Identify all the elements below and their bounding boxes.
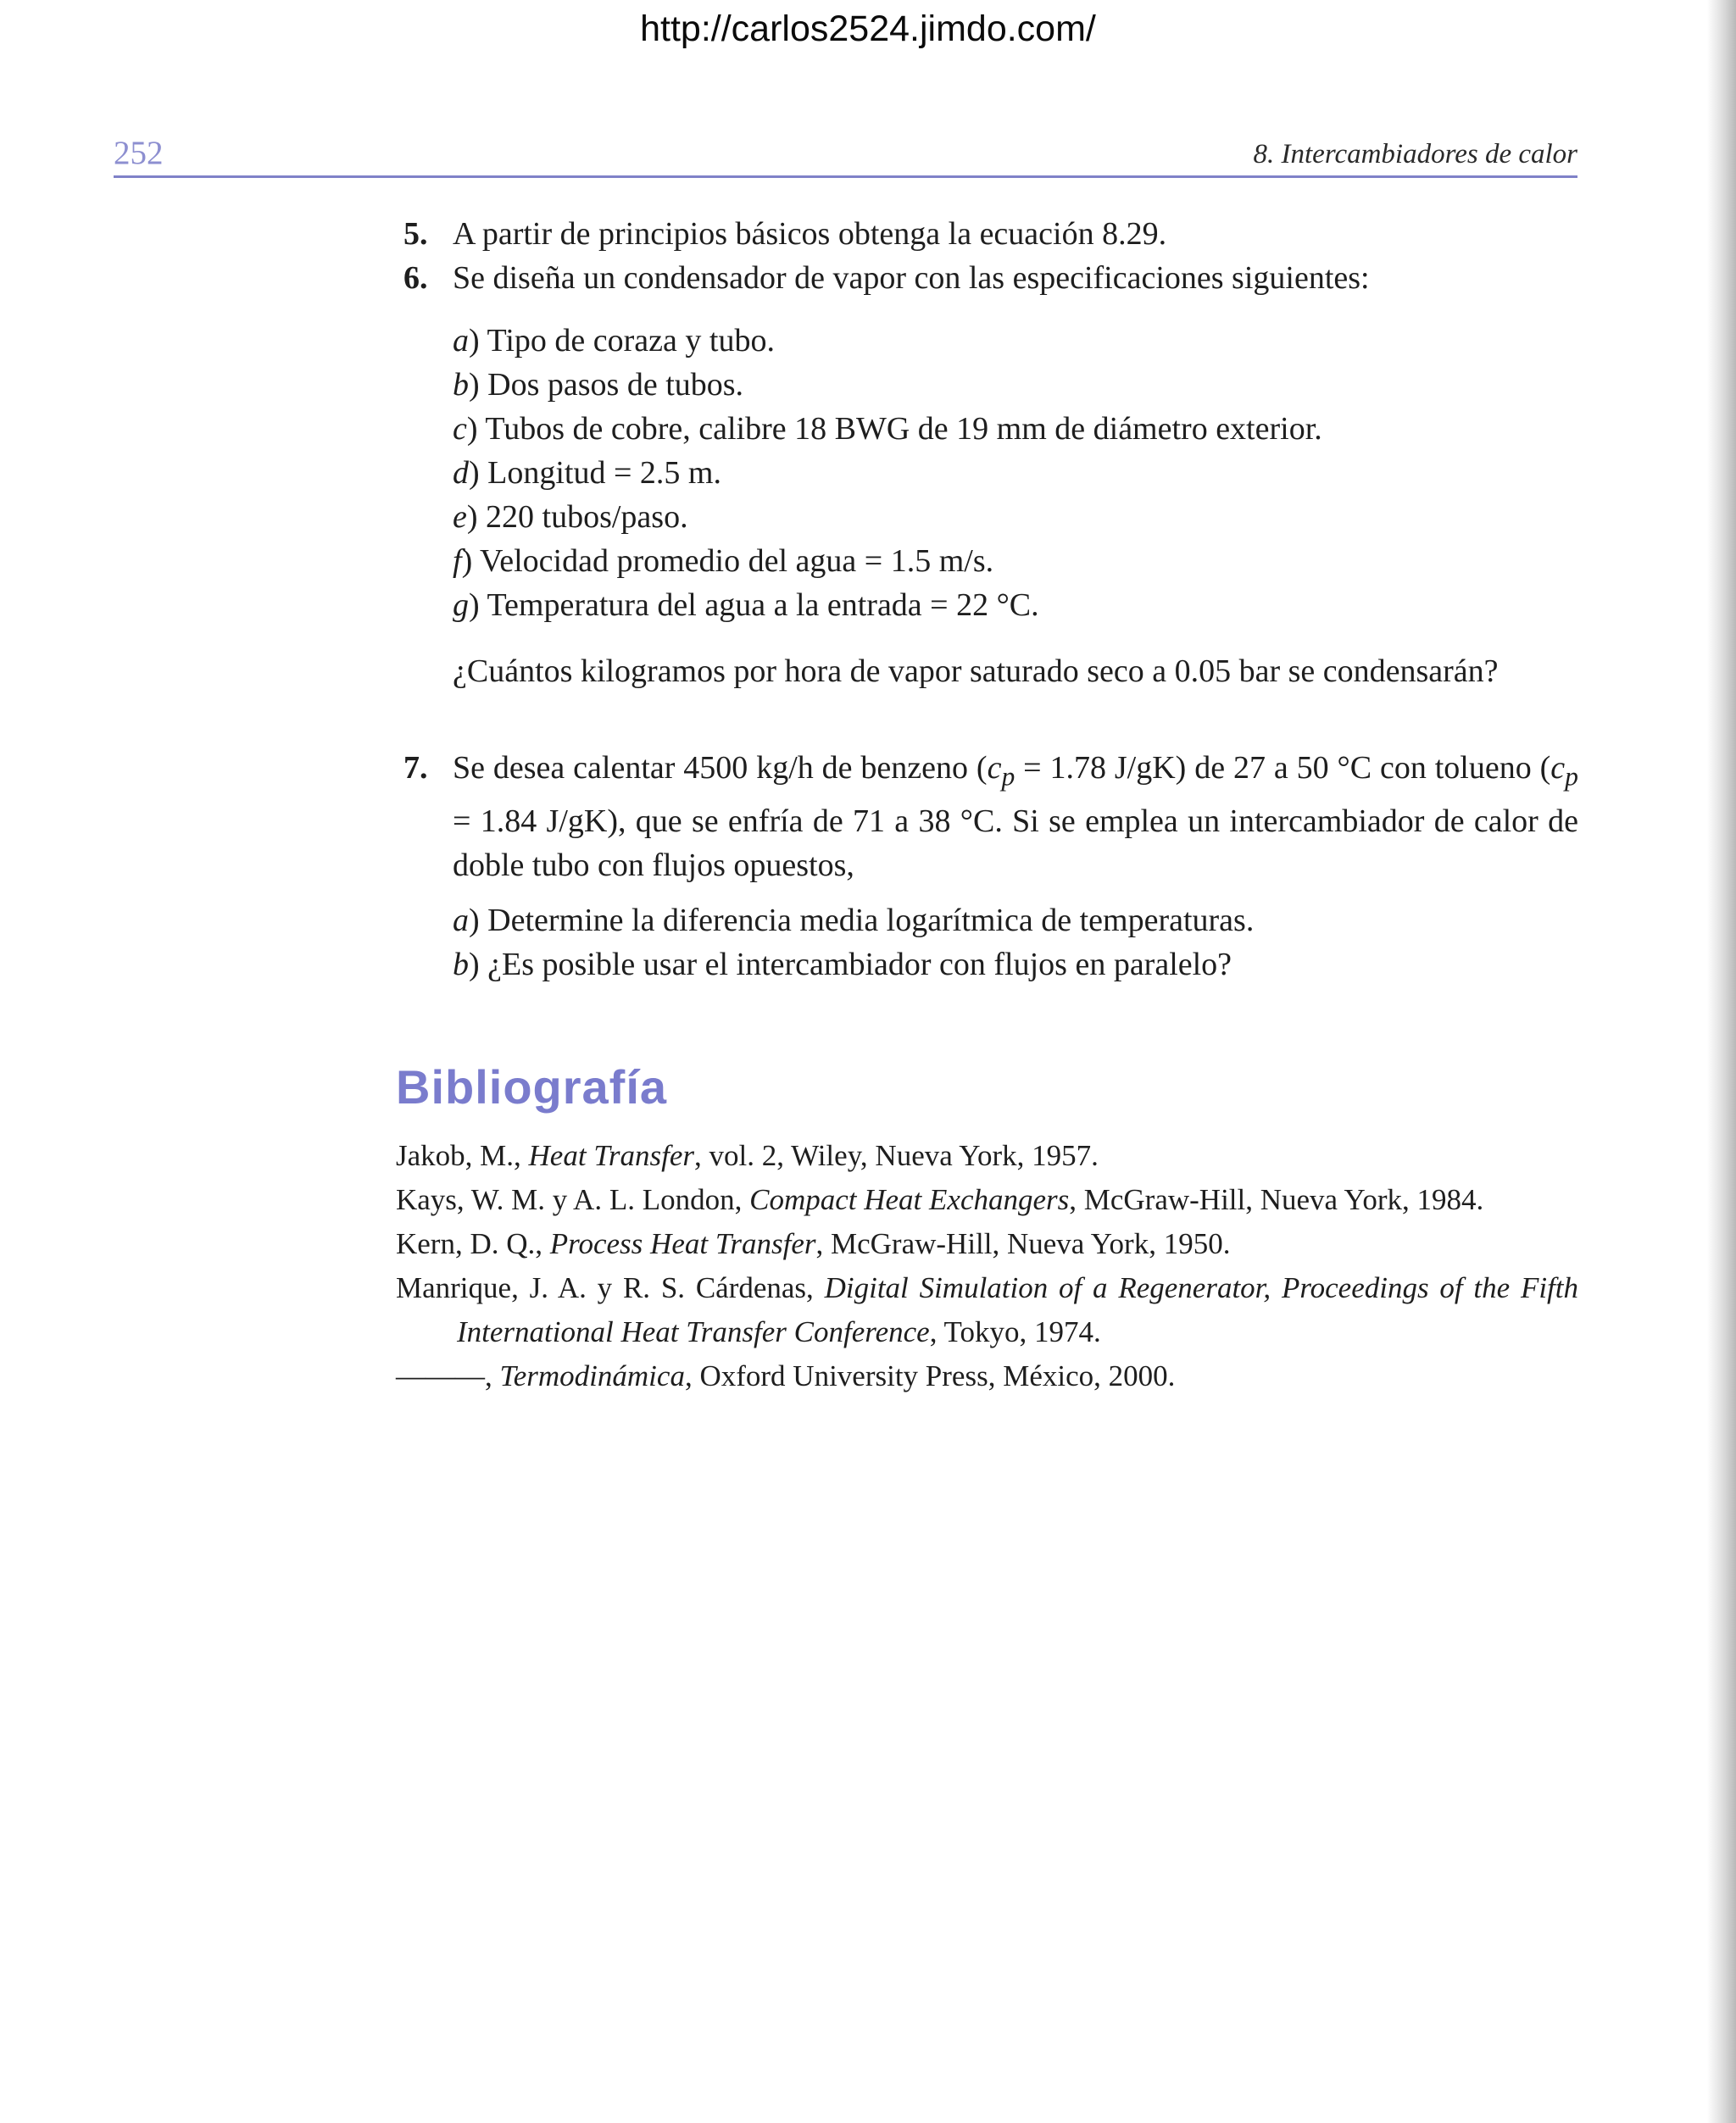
- problem-text: Se diseña un condensador de vapor con las especificaciones siguientes:: [453, 260, 1370, 296]
- list-item: b ) ¿Es posible usar el intercambiador con flujos en paralelo?: [453, 947, 1232, 982]
- list-item: c ) Tubos de cobre, calibre 18 BWG de 19 mm de diámetro exterior.: [453, 411, 1322, 447]
- problem-5: [403, 212, 1578, 256]
- problem-6: [403, 256, 1578, 300]
- page-header: [114, 134, 1577, 178]
- reference-item: Manrique, J. A. y R. S. Cárdenas, Digital Simulation of a Regenerator, Proceedings of the Fifth International Heat Transfer Conference, Tokyo, 1974.: [396, 1271, 1578, 1348]
- problem-6-items: [453, 319, 1578, 627]
- list-item: a ) Determine la diferencia media logarítmica de temperaturas.: [453, 903, 1255, 938]
- problem-6-question: ¿Cuántos kilogramos por hora de vapor saturado seco a 0.05 bar se condensarán?: [453, 653, 1499, 689]
- page-edge-shadow: [1707, 0, 1736, 2123]
- problem-number: 5.: [403, 216, 428, 252]
- list-item: f ) Velocidad promedio del agua = 1.5 m/s.: [453, 543, 994, 579]
- reference-item: Kays, W. M. y A. L. London, Compact Heat Exchangers, McGraw-Hill, Nueva York, 1984.: [396, 1183, 1484, 1216]
- problem-7-items: [453, 898, 1578, 986]
- list-item: e ) 220 tubos/paso.: [453, 499, 688, 535]
- problem-text: Se desea calentar 4500 kg/h de benzeno ($c_p = 1.78$ J/gK) de 27 a 50 °C con tolueno ($c_p = 1.84$ J/gK), que se enfría de 71 a 38 °C. Si se emplea un intercambiador de calor de doble tubo con flujos opuestos,: [453, 750, 1578, 883]
- list-item: b ) Dos pasos de tubos.: [453, 367, 744, 403]
- list-item: d ) Longitud = 2.5 m.: [453, 455, 721, 491]
- reference-item: ———, Termodinámica, Oxford University Press, México, 2000.: [396, 1359, 1176, 1392]
- header-rule: [114, 175, 1577, 178]
- reference-item: Jakob, M., Heat Transfer, vol. 2, Wiley, Nueva York, 1957.: [396, 1139, 1099, 1172]
- bibliography-list: [396, 1134, 1578, 1398]
- running-head: 8. Intercambiadores de calor: [1253, 139, 1577, 170]
- url-banner: http://carlos2524.jimdo.com/: [640, 8, 1096, 49]
- problem-7: [403, 746, 1578, 887]
- problem-text: A partir de principios básicos obtenga la ecuación 8.29.: [453, 216, 1167, 252]
- reference-item: Kern, D. Q., Process Heat Transfer, McGraw-Hill, Nueva York, 1950.: [396, 1227, 1231, 1260]
- problem-number: 6.: [403, 260, 428, 296]
- list-item: g ) Temperatura del agua a la entrada = 22 °C.: [453, 587, 1039, 623]
- list-item: a ) Tipo de coraza y tubo.: [453, 323, 775, 358]
- bibliography-heading: Bibliografía: [396, 1060, 668, 1114]
- problem-number: 7.: [403, 750, 428, 786]
- page-number: 252: [114, 135, 164, 171]
